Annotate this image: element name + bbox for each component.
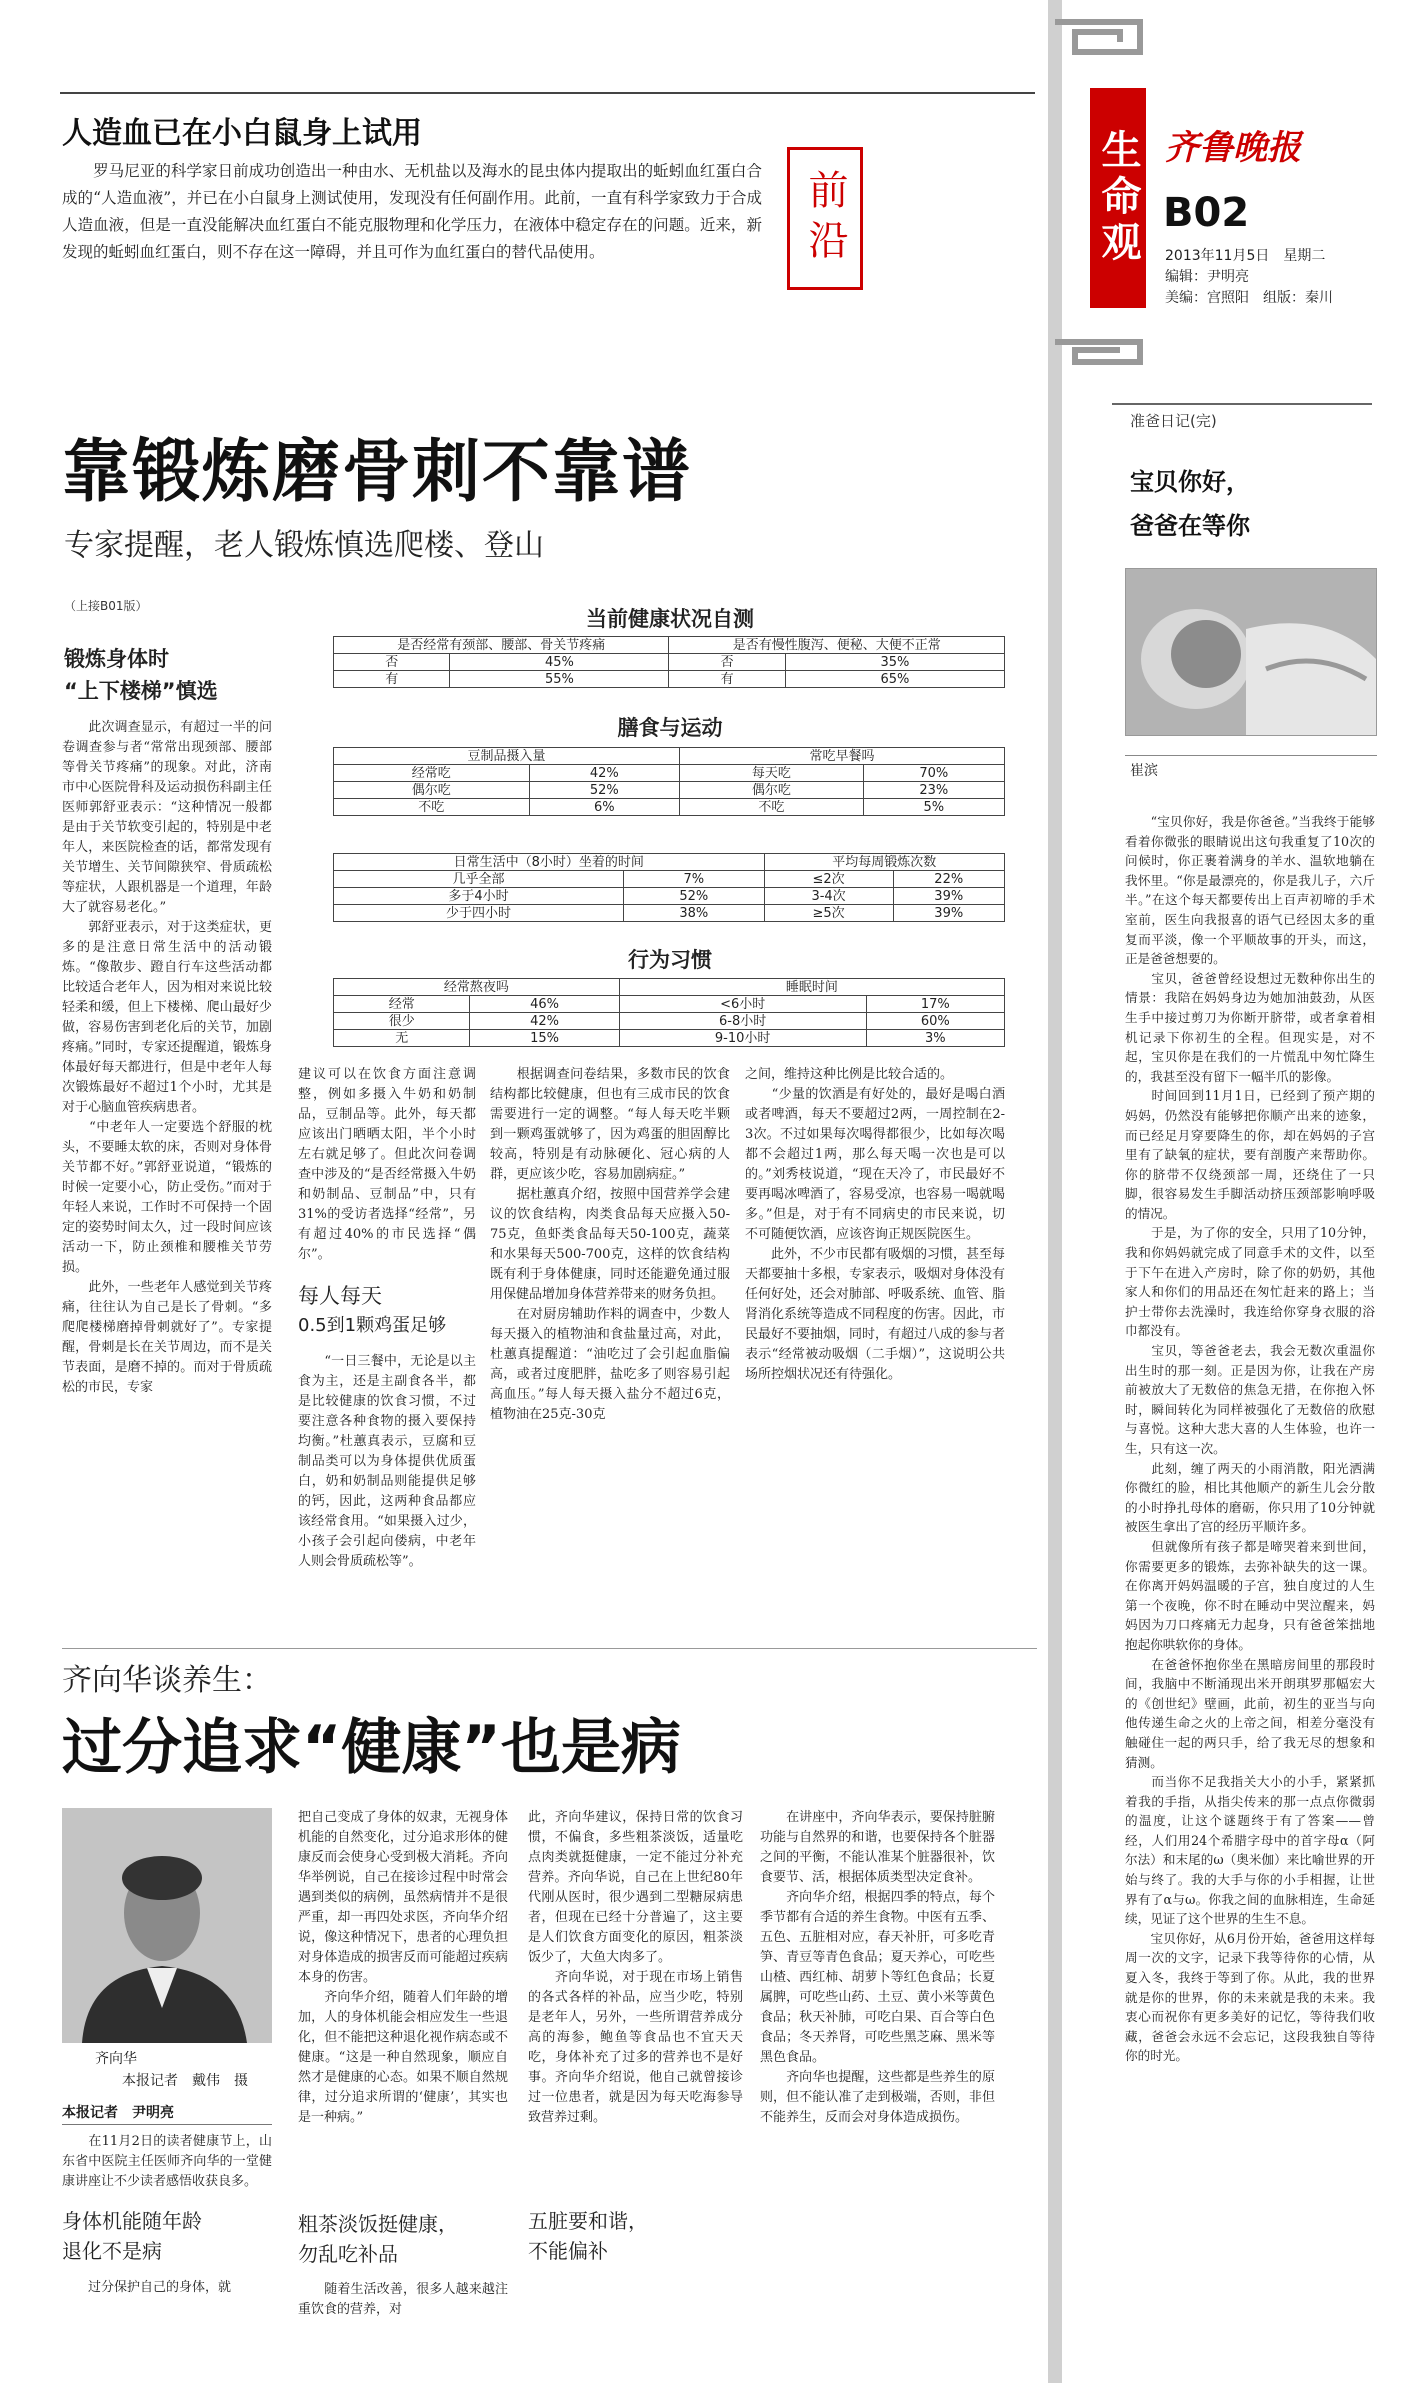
- author-rule: [1125, 755, 1377, 756]
- t3-header-left: 日常生活中（8小时）坐着的时间: [334, 854, 765, 871]
- t2-cell: 不吃: [680, 799, 864, 816]
- t3-cell: 39%: [893, 888, 1004, 905]
- t4-cell: 46%: [470, 996, 619, 1013]
- top-story-title: 人造血已在小白鼠身上试用: [62, 116, 422, 151]
- t4-cell: 15%: [470, 1030, 619, 1047]
- t4-cell: 6-8小时: [619, 1013, 866, 1030]
- subheading-1b: “上下楼梯”慎选: [64, 679, 218, 703]
- side-body: “宝贝你好，我是你爸爸。”当我终于能够看着你微张的眼睛说出这句我重复了10次的问候时，你正裹着满身的羊水、温软地躺在我怀里。“你是最漂亮的，你是我儿子，六斤半。”在这个每天都要传出上百声初啼的手术室前，医生向我报喜的语气已经因太多的重复而平淡，像一个平顺故事的开头，而这，正是爸爸想要的。 宝贝，爸爸曾经设想过无数种你出生的情景：我陪在妈妈身边为她加油鼓劲，从医生手中接过剪刀为你断开脐带，或者拿着相机记录下你初生的全程。但现实是，对不起，宝贝你是在我们的一片慌乱中匆忙降生的，我甚至没有留下一幅半爪的影像。 时间回到11月1日，已经到了预产期的妈妈，仍然没有能够把你顺产出来的迹象，而已经足月穿要降生的你，却在妈妈的子宫里有了缺氧的症状，要有剖腹产来帮助你。你的脐带不仅绕颈部一周，还绕住了一只脚，很容易发生手脚活动挤压颈部影响呼吸的情况。 于是，为了你的安全，只用了10分钟，我和你妈妈就完成了同意手术的文件，以至于下午在进入产房时，除了你的奶奶，其他家人和你们的用品还在匆忙赶来的路上；当护士带你去洗澡时，我连给你穿身衣服的浴巾都没有。 宝贝，等爸爸老去，我会无数次重温你出生时的那一刻。正是因为你，让我在产房前被放大了无数倍的焦急无措，在你抱入怀时，瞬间转化为同样被强化了无数倍的欣慰与喜悦。这种大悲大喜的人生体验，也许一生，只有这一次。 此刻，缠了两天的小雨消散，阳光洒满你微红的脸，相比其他顺产的新生儿会分散的小时挣扎母体的磨砺，你只用了10分钟就被医生拿出了宫的经历平顺许多。 但就像所有孩子都是啼哭着来到世间，你需要更多的锻炼，去弥补缺失的这一课。在你离开妈妈温暖的子宫，独自度过的人生第一个夜晚，你不时在睡动中哭泣醒来，妈妈因为刀口疼痛无力起身，只有爸爸笨拙地抱起你哄软你的身体。 在爸爸怀抱你坐在黑暗房间里的那段时间，我脑中不断涌现出米开朗琪罗那幅宏大的《创世纪》壁画，此前，初生的亚当与向他传递生命之火的上帝之间，相差分毫没有触碰住一起的两只手，给了我无尽的想象和猜测。 而当你不足我指关大小的小手，紧紧抓着我的手指，从指尖传来的那一点点你微弱的温度，让这个谜题终于有了答案——曾经，人们用24个希腊字母中的首字母α（阿尔法）和末尾的ω（奥米伽）来比喻世界的开始与终了。我的大手与你的小手相握，让世界有了α与ω。你我之间的血脉相连，生命延续，见证了这个世界的生生不息。 宝贝你好，从6月份开始，爸爸用这样每周一次的文字，记录下我等待你的心情，从夏入冬，我终于等到了你。从此，我的世界就是你的世界，你的未来就是我的未来。我衷心而祝你有更多美好的记忆，等待我们收藏，爸爸会永远不会忘记，这段我独自等待你的时光。: [1125, 814, 1375, 2064]
- top-rule: [60, 92, 1035, 94]
- side-title-line2: 爸爸在等你: [1130, 512, 1250, 540]
- portrait-illustration: [62, 1808, 272, 2043]
- main-subhead: 专家提醒，老人锻炼慎选爬楼、登山: [64, 528, 544, 563]
- t4-cell: 9-10小时: [619, 1030, 866, 1047]
- t4-header-left: 经常熬夜吗: [334, 979, 620, 996]
- design-credit: 美编：宫照阳 组版：秦川: [1165, 290, 1333, 306]
- t4-cell: 3%: [866, 1030, 1004, 1047]
- t4-cell: 42%: [470, 1013, 619, 1030]
- bottom-column-2: 把自己变成了身体的奴隶，无视身体机能的自然变化，过分追求形体的健康反而会使身心受到极大消耗。齐向华举例说，自己在接诊过程中时常会遇到类似的病例，虽然病情并不是很严重，却一再四处求医，齐向华介绍说，像这种情况下，患者的心理负担对身体造成的损害反而可能超过疾病本身的伤害。 齐向华介绍，随着人们年龄的增加，人的身体机能会相应发生一些退化，但不能把这种退化视作病态或不健康。“这是一种自然现象，顺应自然才是健康的心态。如果不顺自然规律，过分追求所谓的‘健康’，其实也是一种病。”: [298, 1810, 508, 2125]
- t1-cell: 35%: [785, 654, 1004, 671]
- t1-cell: 65%: [785, 671, 1004, 688]
- subheading-2a: 每人每天: [298, 1284, 382, 1308]
- continued-note: （上接B01版）: [64, 599, 148, 613]
- survey-table-2: [333, 747, 1005, 816]
- editor-credit: 编辑：尹明亮: [1165, 269, 1249, 285]
- t1-cell: 55%: [450, 671, 669, 688]
- side-author: 崔滨: [1130, 763, 1158, 779]
- t3-cell: 少于四小时: [334, 905, 624, 922]
- baby-illustration: [1126, 569, 1377, 736]
- section-divider: [62, 1648, 1037, 1649]
- t4-cell: 经常: [334, 996, 470, 1013]
- byline-rule: [62, 2124, 272, 2125]
- side-top-rule: [1112, 403, 1372, 405]
- t1-header-left: 是否经常有颈部、腰部、骨关节疼痛: [334, 637, 669, 654]
- baby-photo: [1125, 568, 1377, 736]
- bottom-subheading-3b: 不能偏补: [528, 2239, 608, 2263]
- t4-cell: 无: [334, 1030, 470, 1047]
- bottom-column-4: 在讲座中，齐向华表示，要保持脏腑功能与自然界的和谐，也要保持各个脏器之间的平衡，不能认准某个脏器很补，饮食要节、活，根据体质类型决定食补。 齐向华介绍，根据四季的特点，每个季节都有合适的养生食物。中医有五季、五色、五脏相对应，春天补肝，可多吃青笋、青豆等青色食品；夏天养心，可吃些山楂、西红柿、胡萝卜等红色食品；长夏属脾，可吃些山药、土豆、黄小米等黄色食品；秋天补肺，可吃白果、百合等白色食品；冬天养肾，可吃些黑芝麻、黑米等黑色食品。 齐向华也提醒，这些都是些养生的原则，但不能认准了走到极端，否则，非但不能养生，反而会对身体造成损伤。: [760, 1810, 995, 2125]
- bottom-subheading-1b: 退化不是病: [62, 2239, 162, 2263]
- t3-cell: 38%: [624, 905, 765, 922]
- survey-title-2: 膳食与运动: [617, 716, 723, 740]
- main-headline: 靠锻炼磨骨刺不靠谱: [62, 433, 693, 512]
- bottom-kicker: 齐向华谈养生：: [62, 1663, 272, 1698]
- t3-cell: 52%: [624, 888, 765, 905]
- survey-table-3: [333, 853, 1005, 922]
- t2-cell: 偶尔吃: [680, 782, 864, 799]
- t1-cell: 否: [669, 654, 785, 671]
- t1-cell: 45%: [450, 654, 669, 671]
- bottom-intro: 在11月2日的读者健康节上，山东省中医院主任医师齐向华的一堂健康讲座让不少读者感悟收获良多。: [62, 2134, 272, 2189]
- t3-cell: 多于4小时: [334, 888, 624, 905]
- t2-cell: 42%: [529, 765, 680, 782]
- byline: 本报记者 尹明亮: [62, 2105, 174, 2121]
- t2-header-left: 豆制品摄入量: [334, 748, 680, 765]
- top-story-body: 罗马尼亚的科学家日前成功创造出一种由水、无机盐以及海水的昆虫体内提取出的蚯蚓血红蛋白合成的“人造血液”，并已在小白鼠身上测试使用，发现没有任何副作用。此前，一直有科学家致力于合成人造血液，但是一直没能解决血红蛋白不能克服物理和化学压力，在液体中稳定存在的问题。近来，新发现的蚯蚓血红蛋白，则不存在这一障碍，并且可作为血红蛋白的替代品使用。: [62, 162, 762, 261]
- t3-cell: 3-4次: [764, 888, 893, 905]
- main-column-1: 此次调查显示，有超过一半的问卷调查参与者“常常出现颈部、腰部等骨关节疼痛”的现象。对此，济南市中心医院骨科及运动损伤科副主任医师郭舒亚表示：“这种情况一般都是由于关节软变引起的，特别是中老年人，来医院检查的话，都常发现有关节增生、关节间隙狭窄、骨质疏松等症状，人跟机器是一个道理，年龄大了就容易老化。” 郭舒亚表示，对于这类症状，更多的是注意日常生活中的活动锻炼。“像散步、蹬自行车这些活动都比较适合老年人，因为相对来说比较轻柔和缓，但上下楼梯、爬山最好少做，容易伤害到老化后的关节，加剧疼痛。”同时，专家还提醒道，锻炼身体最好每天都进行，但是中老年人每次锻炼最好不超过1个小时，尤其是对于心脑血管疾病患者。 “中老年人一定要选个舒服的枕头，不要睡太软的床，否则对身体骨关节都不好。”郭舒亚说道，“锻炼的时候一定要小心，防止受伤。”而对于年轻人来说，工作时不可保持一个固定的姿势时间太久，过一段时间应该活动一下，防止颈椎和腰椎关节劳损。 此外，一些老年人感觉到关节疼痛，往往认为自己是长了骨刺。“多爬爬楼梯磨掉骨刺就好了”。专家提醒，骨刺是长在关节周边，而不是关节表面，是磨不掉的。而对于骨质疏松的市民，专家: [62, 720, 272, 1395]
- t2-cell: 70%: [863, 765, 1004, 782]
- t4-cell: 60%: [866, 1013, 1004, 1030]
- t3-header-right: 平均每周锻炼次数: [764, 854, 1004, 871]
- t2-header-right: 常吃早餐吗: [680, 748, 1005, 765]
- t2-cell: 5%: [863, 799, 1004, 816]
- bottom-column-3: 此，齐向华建议，保持日常的饮食习惯，不偏食，多些粗茶淡饭，适量吃点肉类就挺健康，一定不能过分补充营养。齐向华说，自己在上世纪80年代刚从医时，很少遇到二型糖尿病患者，但现在已经十分普遍了，这主要是人们饮食方面变化的原因，粗茶淡饭少了，大鱼大肉多了。 齐向华说，对于现在市场上销售的各式各样的补品，应当少吃，特别是老年人，另外，一些所谓营养成分高的海参，鲍鱼等食品也不宜天天吃，身体补充了过多的营养也不是好事。齐向华介绍说，他自己就曾接诊过一位患者，就是因为每天吃海参导致营养过剩。: [528, 1810, 743, 2125]
- page-number: B02: [1163, 190, 1250, 236]
- t1-header-right: 是否有慢性腹泻、便秘、大便不正常: [669, 637, 1005, 654]
- t4-cell: 17%: [866, 996, 1004, 1013]
- section-label: 生命观: [1090, 88, 1146, 308]
- t2-cell: 不吃: [334, 799, 530, 816]
- main-column-4: 之间，维持这种比例是比较合适的。 “少量的饮酒是有好处的，最好是喝白酒或者啤酒，每天不要超过2两，一周控制在2-3次。不过如果每次喝得都很少，比如每次喝都不会超过1两，那么每天喝一次也是可以的。”刘秀枝说道，“现在天冷了，市民最好不要再喝冰啤酒了，容易受凉，也容易一喝就喝多。”但是，对于有不同病史的市民来说，切不可随便饮酒，应该咨询正规医院医生。 此外，不少市民都有吸烟的习惯，甚至每天都要抽十多根，专家表示，吸烟对身体没有任何好处，还会对肺部、呼吸系统、血管、脂肾消化系统等造成不同程度的伤害。因此，市民最好不要抽烟，同时，有超过八成的参与者表示“经常被动吸烟（二手烟）”，这说明公共场所控烟状况还有待强化。: [745, 1067, 1006, 1382]
- survey-title-3: 行为习惯: [628, 948, 712, 972]
- subheading-2b: 0.5到1颗鸡蛋足够: [298, 1315, 447, 1336]
- t2-cell: 6%: [529, 799, 680, 816]
- t2-cell: 23%: [863, 782, 1004, 799]
- t4-cell: 很少: [334, 1013, 470, 1030]
- t3-cell: ≤2次: [764, 871, 893, 888]
- t4-header-right: 睡眠时间: [619, 979, 1004, 996]
- bottom-subheading-3a: 五脏要和谐，: [528, 2209, 648, 2233]
- survey-table-1: [333, 636, 1005, 688]
- paper-name: 齐鲁晚报: [1165, 128, 1301, 168]
- t1-cell: 否: [334, 654, 450, 671]
- t4-cell: <6小时: [619, 996, 866, 1013]
- t3-cell: 几乎全部: [334, 871, 624, 888]
- t1-cell: 有: [669, 671, 785, 688]
- section-seal: 前沿: [787, 147, 863, 290]
- bottom-headline: 过分追求“健康”也是病: [62, 1713, 681, 1783]
- side-title-line1: 宝贝你好，: [1130, 468, 1250, 496]
- t2-cell: 52%: [529, 782, 680, 799]
- survey-table-4: [333, 978, 1005, 1047]
- bottom-subheading-2b: 勿乱吃补品: [298, 2242, 398, 2266]
- t1-cell: 有: [334, 671, 450, 688]
- photo-credit: 本报记者 戴伟 摄: [122, 2073, 248, 2089]
- bottom-column-1: 过分保护自己的身体，就: [62, 2280, 232, 2295]
- photo-caption: 齐向华: [95, 2051, 137, 2067]
- diary-label: 准爸日记(完): [1130, 412, 1217, 430]
- main-column-2b: “一日三餐中，无论是以主食为主，还是主副食各半，都是比较健康的饮食习惯，不过要注意各种食物的摄入要保持均衡。”杜蕙真表示，豆腐和豆制品类可以为身体提供优质蛋白，奶和奶制品则能提供足够的钙，因此，这两种食品都应该经常食用。“如果摄入过少，小孩子会引起向偻病，中老年人则会骨质疏松等”。: [298, 1354, 476, 1569]
- bottom-column-2-tail: 随着生活改善，很多人越来越注重饮食的营养，对: [298, 2282, 508, 2317]
- t3-cell: ≥5次: [764, 905, 893, 922]
- main-column-3: 根据调查问卷结果，多数市民的饮食结构都比较健康，但也有三成市民的饮食需要进行一定的调整。“每人每天吃半颗到一颗鸡蛋就够了，因为鸡蛋的胆固醇比较高，特别是有动脉硬化、冠心病的人群，更应该少吃，容易加剧病症。” 据杜蕙真介绍，按照中国营养学会建议的饮食结构，肉类食品每天应摄入50-75克，鱼虾类食品每天50-100克，蔬菜和水果每天500-700克，这样的饮食结构既有利于身体健康，同时还能避免通过服用保健品增加身体营养带来的财务负担。 在对厨房辅助作料的调查中，少数人每天摄入的植物油和食盐量过高，对此，杜蕙真提醒道：“油吃过了会引起血脂偏高，或者过度肥胖，盐吃多了则容易引起高血压。”每人每天摄入盐分不超过6克，植物油在25克-30克: [490, 1067, 730, 1422]
- issue-date: 2013年11月5日 星期二: [1165, 248, 1326, 264]
- portrait-photo: [62, 1808, 272, 2043]
- subheading-1a: 锻炼身体时: [64, 647, 169, 671]
- t2-cell: 每天吃: [680, 765, 864, 782]
- bottom-subheading-1a: 身体机能随年龄: [62, 2209, 202, 2233]
- t3-cell: 22%: [893, 871, 1004, 888]
- t3-cell: 7%: [624, 871, 765, 888]
- t3-cell: 39%: [893, 905, 1004, 922]
- main-column-2: 建议可以在饮食方面注意调整，例如多摄入牛奶和奶制品，豆制品等。此外，每天都应该出门晒晒太阳，半个小时左右就足够了。但此次问卷调查中涉及的“是否经常摄入牛奶和奶制品、豆制品”中，只有31%的受访者选择“经常”，另有超过40%的市民选择“偶尔”。: [298, 1067, 476, 1262]
- survey-title-1: 当前健康状况自测: [586, 607, 754, 631]
- bottom-subheading-2a: 粗茶淡饭挺健康，: [298, 2212, 458, 2236]
- t2-cell: 经常吃: [334, 765, 530, 782]
- t2-cell: 偶尔吃: [334, 782, 530, 799]
